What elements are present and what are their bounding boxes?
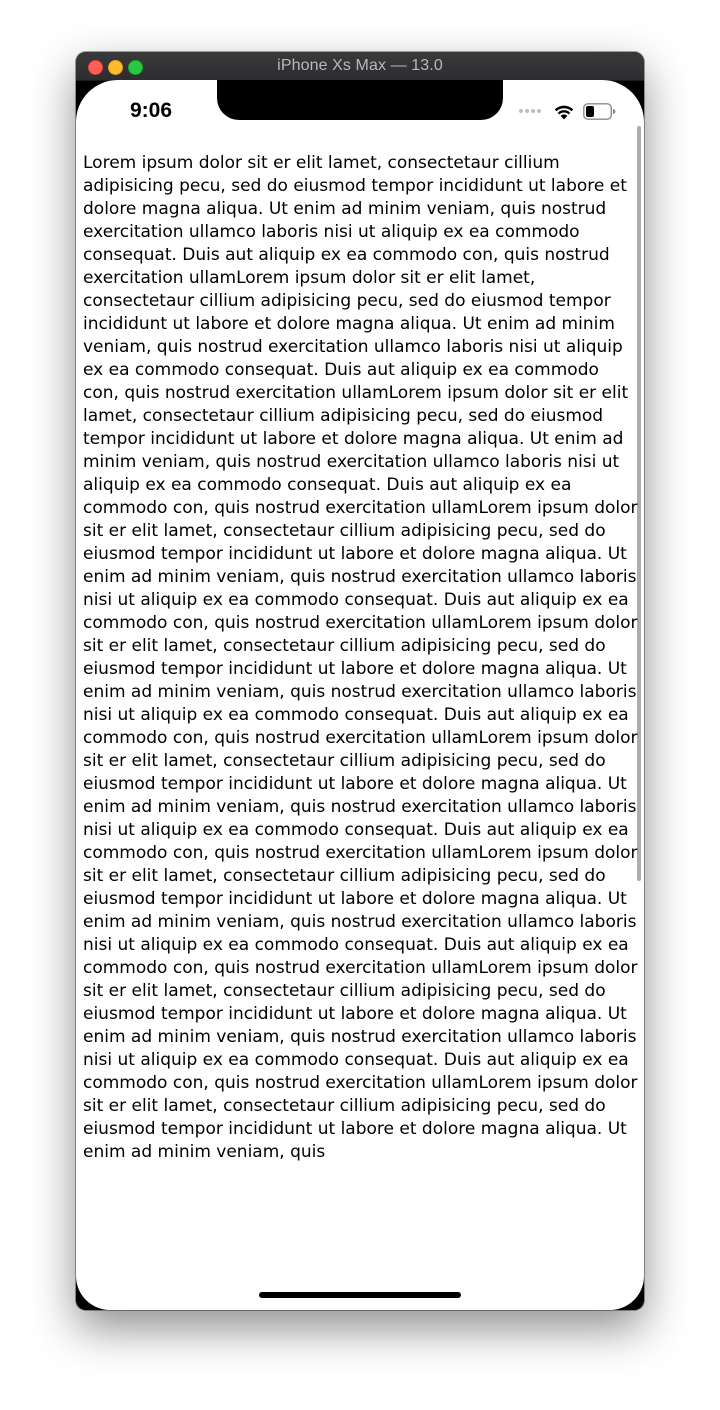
device-screen xyxy=(76,80,644,1310)
status-bar-icons xyxy=(519,100,616,122)
simulator-window xyxy=(76,52,644,1310)
cellular-signal-icon xyxy=(519,109,541,113)
wifi-icon xyxy=(553,103,575,120)
home-indicator[interactable] xyxy=(259,1292,461,1298)
vertical-scrollbar[interactable] xyxy=(637,126,641,881)
window-titlebar[interactable] xyxy=(76,52,644,81)
battery-icon xyxy=(583,103,616,120)
device-notch xyxy=(217,80,503,120)
window-title: iPhone Xs Max — 13.0 xyxy=(277,57,443,74)
body-text: Lorem ipsum dolor sit er elit lamet, consectetaur cillium adipisicing pecu, sed do eiusmod tempor incididunt ut labore et dolore magna aliqua. Ut enim ad minim veniam, quis nostrud exercitation ullamco laboris nisi ut aliquip ex ea commodo consequat. Duis aut aliquip ex ea commodo con, quis nostrud exercitation ullamLorem ipsum dolor sit er elit lamet, consectetaur cillium adipisicing pecu, sed do eiusmod tempor incididunt ut labore et dolore magna aliqua. Ut enim ad minim veniam, quis nostrud exercitation ullamco laboris nisi ut aliquip ex ea commodo consequat. Duis aut aliquip ex ea commodo con, quis nostrud exercitation ullamLorem ipsum dolor sit er elit lamet, consectetaur cillium adipisicing pecu, sed do eiusmod tempor incididunt ut labore et dolore magna aliqua. Ut enim ad minim veniam, quis nostrud exercitation ullamco laboris nisi ut aliquip ex ea commodo consequat. Duis aut aliquip ex ea commodo con, quis nostrud exercitation ullamLorem ipsum dolor sit er elit lamet, consectetaur cillium adipisicing pecu, sed do eiusmod tempor incididunt ut labore et dolore magna aliqua. Ut enim ad minim veniam, quis nostrud exercitation ullamco laboris nisi ut aliquip ex ea commodo consequat. Duis aut aliquip ex ea commodo con, quis nostrud exercitation ullamLorem ipsum dolor sit er elit lamet, consectetaur cillium adipisicing pecu, sed do eiusmod tempor incididunt ut labore et dolore magna aliqua. Ut enim ad minim veniam, quis nostrud exercitation ullamco laboris nisi ut aliquip ex ea commodo consequat. Duis aut aliquip ex ea commodo con, quis nostrud exercitation ullamLorem ipsum dolor sit er elit lamet, consectetaur cillium adipisicing pecu, sed do eiusmod tempor incididunt ut labore et dolore magna aliqua. Ut enim ad minim veniam, quis nostrud exercitation ullamco laboris nisi ut aliquip ex ea commodo consequat. Duis aut aliquip ex ea commodo con, quis nostrud exercitation ullamLorem ipsum dolor sit er elit lamet, consectetaur cillium adipisicing pecu, sed do eiusmod tempor incididunt ut labore et dolore magna aliqua. Ut enim ad minim veniam, quis nostrud exercitation ullamco laboris nisi ut aliquip ex ea commodo consequat. Duis aut aliquip ex ea commodo con, quis nostrud exercitation ullamLorem ipsum dolor sit er elit lamet, consectetaur cillium adipisicing pecu, sed do eiusmod tempor incididunt ut labore et dolore magna aliqua. Ut enim ad minim veniam, quis nostrud exercitation ullamco laboris nisi ut aliquip ex ea commodo consequat. Duis aut aliquip ex ea commodo con, quis nostrud exercitation ullamLorem ipsum dolor sit er elit lamet, consectetaur cillium adipisicing pecu, sed do eiusmod tempor incididunt ut labore et dolore magna aliqua. Ut enim ad minim veniam, quis xyxy=(83,153,638,1162)
status-bar-time: 9:06 xyxy=(130,99,173,122)
